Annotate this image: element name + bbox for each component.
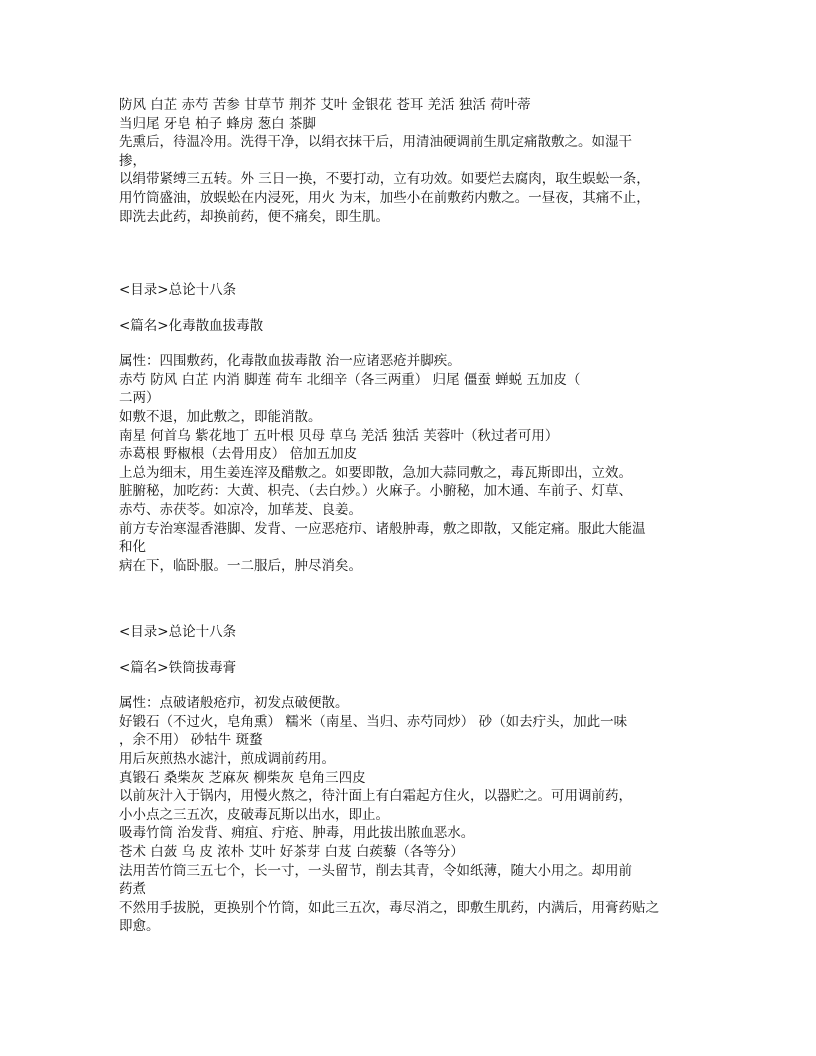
text-line: 前方专治寒湿香港脚、发背、一应恶疮疖、诸般肿毒，敷之即散，又能定痛。服此大能温 bbox=[119, 520, 646, 537]
section-huadusan bbox=[119, 281, 699, 575]
text-block-1 bbox=[119, 96, 699, 226]
text-line: 赤芍 防风 白芷 内消 脚莲 荷车 北细辛（各三两重） 归尾 僵蚕 蝉蜕 五加皮（ bbox=[119, 371, 581, 388]
text-line: 即洗去此药，却换前药，便不痛矣，即生肌。 bbox=[119, 208, 389, 225]
catalog-heading: <目录>总论十八条 bbox=[119, 624, 237, 640]
section-title: <篇名>铁筒拔毒膏 bbox=[119, 659, 237, 676]
catalog-heading: <目录>总论十八条 bbox=[119, 282, 237, 298]
text-line: 赤葛根 野椒根（去骨用皮） 倍加五加皮 bbox=[119, 446, 358, 463]
text-line: 法用苦竹筒三五七个，长一寸，一头留节，削去其青，令如纸薄，随大小用之。却用前 bbox=[119, 862, 632, 879]
text-line: 以前灰汁入于锅内，用慢火熬之，待汁面上有白霜起方住火，以器贮之。可用调前药， bbox=[119, 788, 632, 805]
text-line: 病在下，临卧服。一二服后，肿尽消矣。 bbox=[119, 557, 362, 574]
section-title: <篇名>化毒散血拔毒散 bbox=[119, 317, 264, 334]
text-line: 属性：四围敷药，化毒散血拔毒散 治一应诸恶疮并脚疾。 bbox=[119, 353, 461, 370]
text-line: 和化 bbox=[119, 539, 146, 556]
text-line: 当归尾 牙皂 柏子 蜂房 葱白 茶脚 bbox=[119, 115, 316, 132]
text-line: 用后灰煎热水滤汁，煎成调前药用。 bbox=[119, 750, 335, 767]
text-line: 药煮 bbox=[119, 881, 146, 898]
text-line: 二两） bbox=[119, 390, 160, 407]
text-line: 脏腑秘，加吃药：大黄、枳壳、（去白炒。）火麻子。小腑秘，加木通、车前子、灯草、 bbox=[119, 483, 632, 500]
text-line: 小小点之三五次，皮破毒瓦斯以出水，即止。 bbox=[119, 806, 389, 823]
text-line: 以绢带紧缚三五转。外 三日一换，不要打动，立有功效。如要烂去腐肉，取生蜈蚣一条， bbox=[119, 171, 650, 188]
text-line: 真锻石 桑柴灰 芝麻灰 柳柴灰 皂角三四皮 bbox=[119, 769, 366, 786]
text-line: 吸毒竹筒 治发背、痈疽、疔疮、肿毒，用此拔出脓血恶水。 bbox=[119, 825, 475, 842]
text-line: 先熏后，待温冷用。洗得干净，以绢衣抹干后，用清油硬调前生肌定痛散敷之。如湿干 bbox=[119, 134, 632, 151]
text-line: 如敷不退，加此敷之，即能消散。 bbox=[119, 408, 322, 425]
text-line: 上总为细末，用生姜连滓及醋敷之。如要即散，急加大蒜同敷之，毒瓦斯即出，立效。 bbox=[119, 464, 632, 481]
text-line: 掺， bbox=[119, 152, 146, 169]
text-line: 好锻石（不过火，皂角熏） 糯米（南星、当归、赤芍同炒） 砂（如去疔头，加此一味 bbox=[119, 713, 628, 730]
text-line: 赤芍、赤茯苓。如凉冷，加荜茇、良姜。 bbox=[119, 501, 362, 518]
text-line: 属性：点破诸般疮疖，初发点破便散。 bbox=[119, 695, 349, 712]
text-line: ，余不用） 砂牯牛 斑蝥 bbox=[119, 732, 263, 749]
text-line: 南星 何首乌 紫花地丁 五叶根 贝母 草乌 羌活 独活 芙蓉叶（秋过者可用） bbox=[119, 427, 559, 444]
section-tietong bbox=[119, 623, 699, 936]
text-line: 用竹筒盛油，放蜈蚣在内浸死，用火 为末，加些小在前敷药内敷之。一昼夜，其痛不止， bbox=[119, 189, 650, 206]
text-line: 不然用手拔脱，更换别个竹筒，如此三五次，毒尽消之，即敷生肌药，内满后，用膏药贴之 bbox=[119, 899, 659, 916]
text-line: 苍术 白蔹 乌 皮 浓朴 艾叶 好茶芽 白芨 白蒺藜（各等分） bbox=[119, 843, 464, 860]
text-line: 即愈。 bbox=[119, 918, 160, 935]
text-line: 防风 白芷 赤芍 苦参 甘草节 荆芥 艾叶 金银花 苍耳 羌活 独活 荷叶蒂 bbox=[119, 97, 531, 113]
